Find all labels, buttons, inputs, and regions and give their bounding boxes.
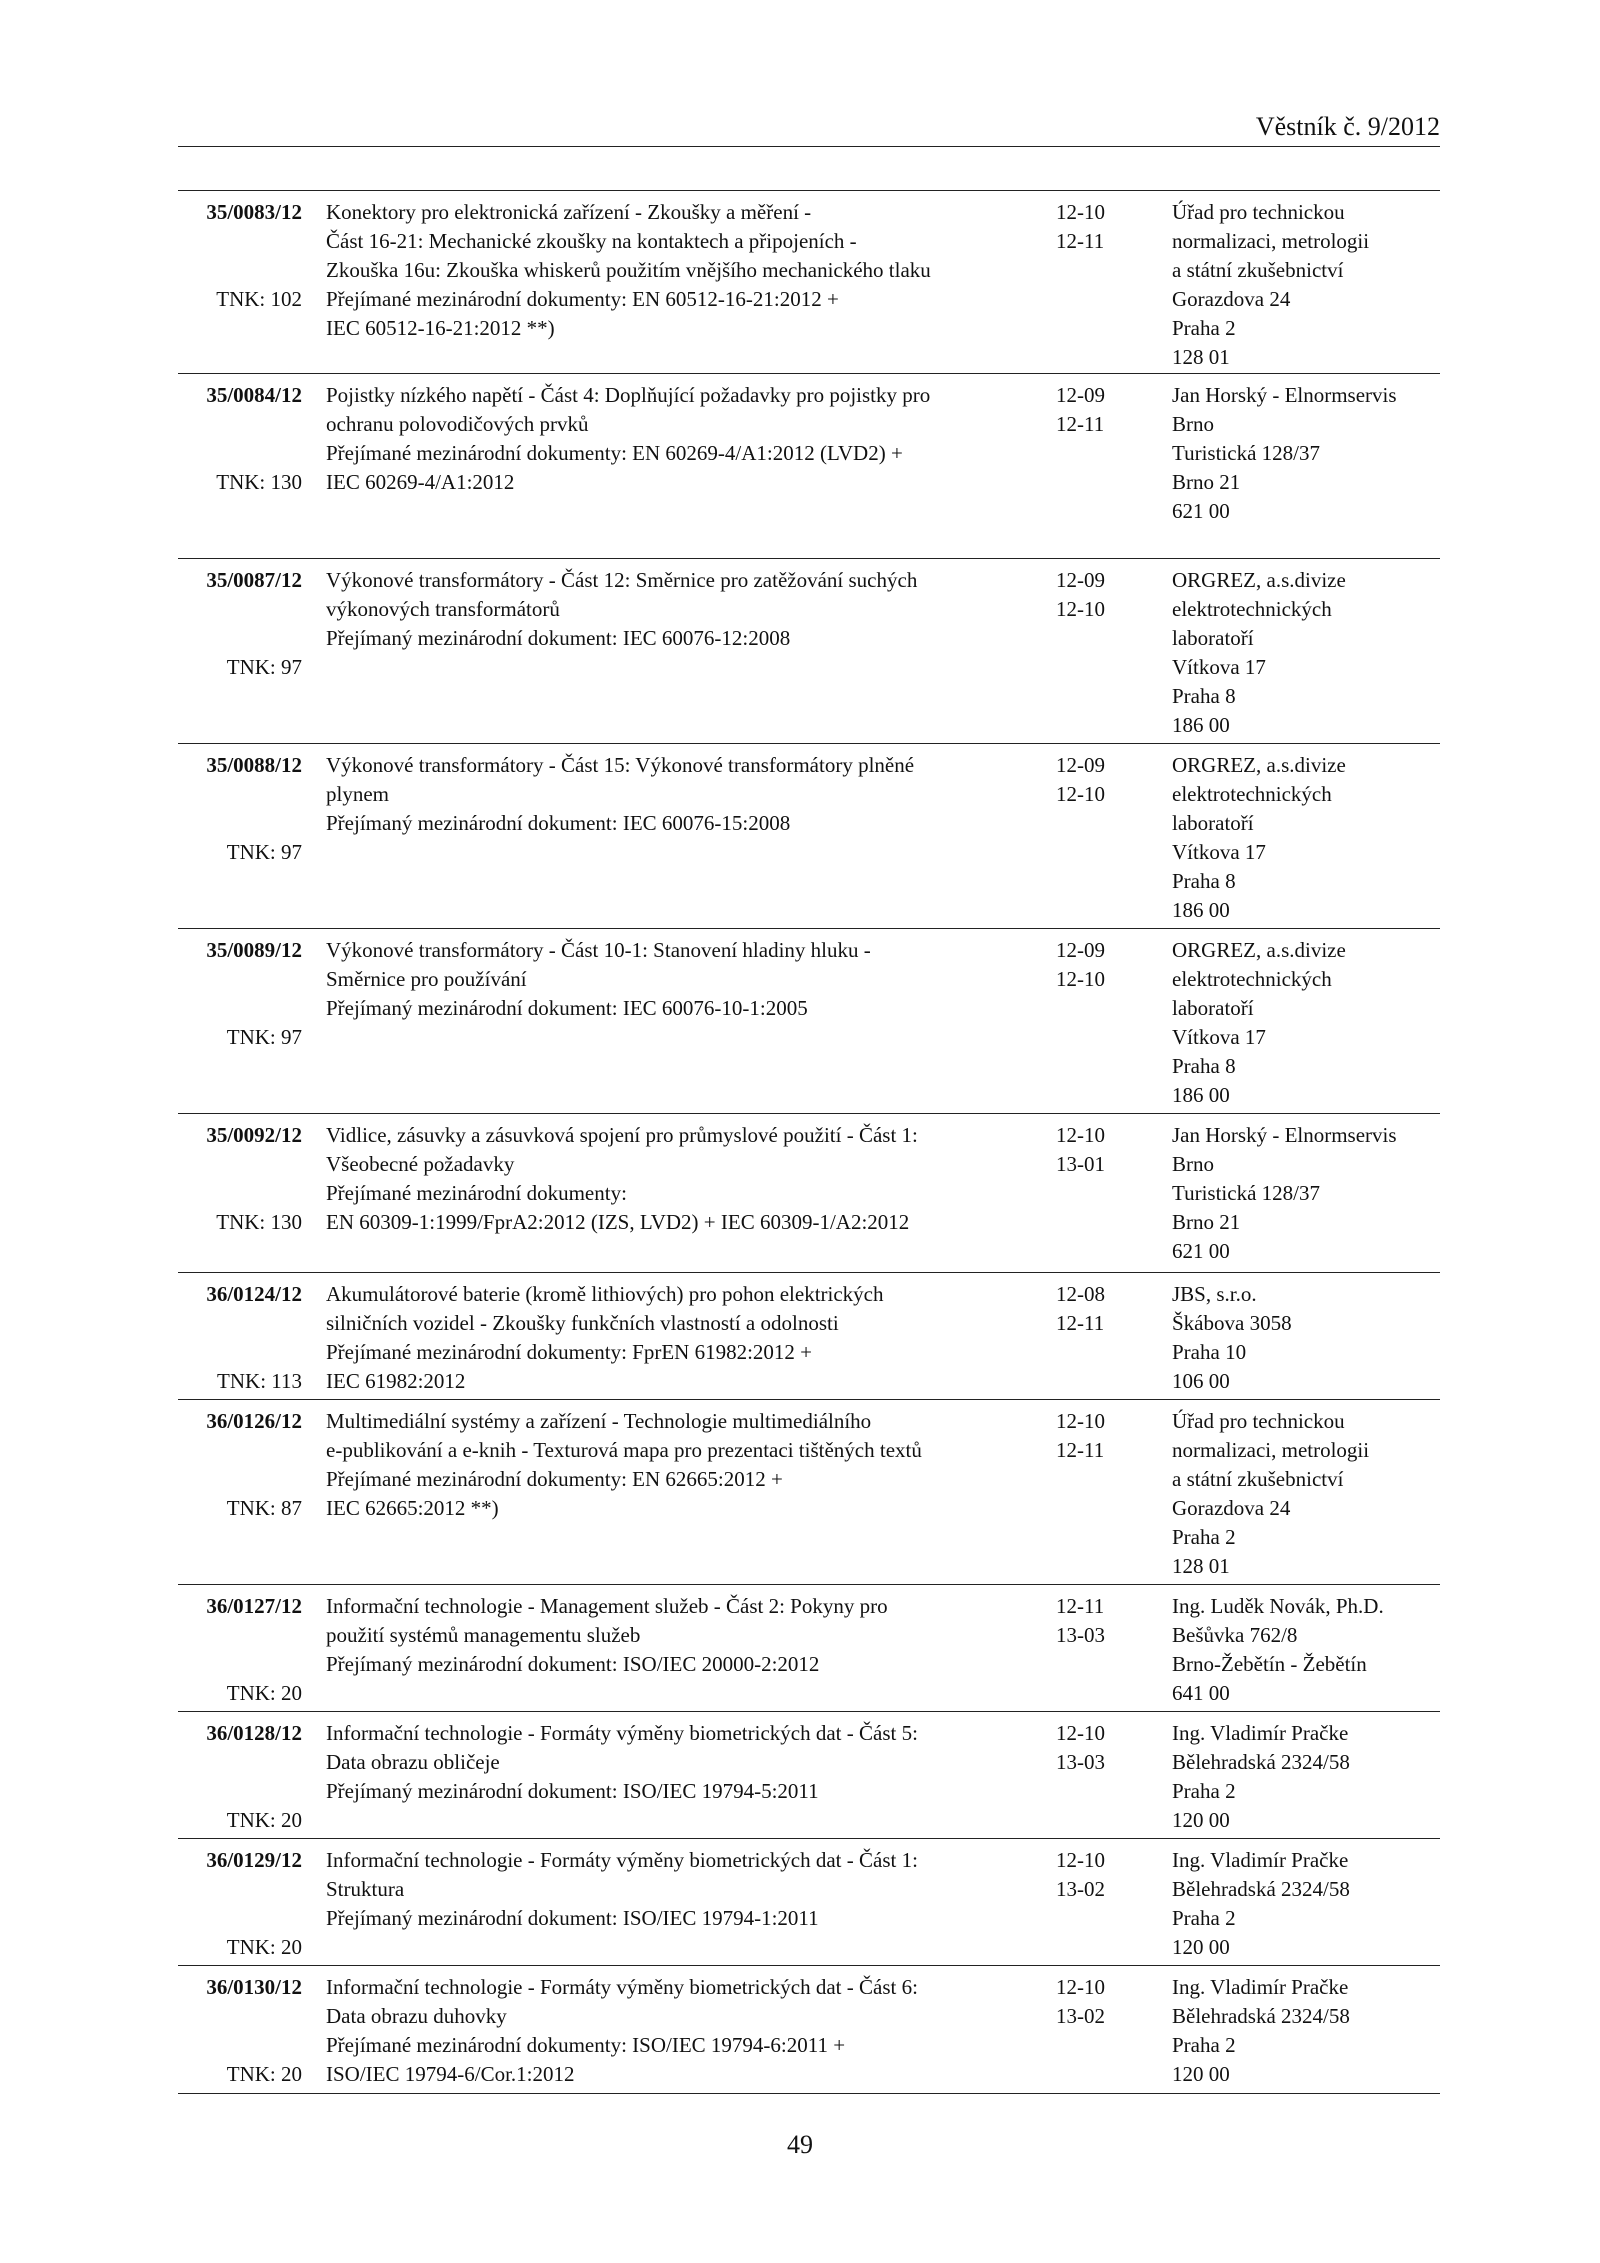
- description-line: Přejímané mezinárodní dokumenty:: [326, 1181, 627, 1205]
- date-line: 13-03: [1056, 1623, 1105, 1647]
- date-line: 12-09: [1056, 568, 1105, 592]
- processor-address: [1172, 1121, 1440, 1266]
- date-line: 12-10: [1056, 967, 1105, 991]
- date-line: 12-10: [1056, 1848, 1105, 1872]
- description-line: IEC 60269-4/A1:2012: [326, 470, 515, 494]
- processor-address: [1172, 1592, 1440, 1708]
- description-line: Informační technologie - Formáty výměny biometrických dat - Část 1:: [326, 1848, 918, 1872]
- description-line: Přejímané mezinárodní dokumenty: FprEN 61982:2012 +: [326, 1340, 813, 1364]
- address-line: Turistická 128/37: [1172, 1181, 1320, 1205]
- description-line: Akumulátorové baterie (kromě lithiových) pro pohon elektrických: [326, 1282, 884, 1306]
- description-line: ochranu polovodičových prvků: [326, 412, 589, 436]
- address-line: 128 01: [1172, 1554, 1230, 1578]
- address-line: laboratoří: [1172, 811, 1254, 835]
- description-line: Zkouška 16u: Zkouška whiskerů použitím vnějšího mechanického tlaku: [326, 258, 931, 282]
- address-line: Praha 8: [1172, 684, 1236, 708]
- address-line: elektrotechnických: [1172, 782, 1332, 806]
- table-row: [178, 1400, 1440, 1585]
- address-line: Ing. Luděk Novák, Ph.D.: [1172, 1594, 1384, 1618]
- date-line: 12-11: [1056, 229, 1105, 253]
- description-line: ISO/IEC 19794-6/Cor.1:2012: [326, 2062, 575, 2086]
- standard-code: 35/0089/12: [206, 938, 302, 962]
- address-line: 641 00: [1172, 1681, 1230, 1705]
- comment-dates: [1056, 381, 1126, 439]
- standard-code: 36/0126/12: [206, 1409, 302, 1433]
- standard-code: 36/0128/12: [206, 1721, 302, 1745]
- processor-address: [1172, 1846, 1440, 1962]
- description-line: použití systémů managementu služeb: [326, 1623, 641, 1647]
- date-line: 12-09: [1056, 938, 1105, 962]
- comment-dates: [1056, 751, 1126, 809]
- address-line: a státní zkušebnictví: [1172, 1467, 1344, 1491]
- address-line: ORGREZ, a.s.divize: [1172, 568, 1346, 592]
- address-line: laboratoří: [1172, 996, 1254, 1020]
- description-line: IEC 61982:2012: [326, 1369, 466, 1393]
- processor-address: [1172, 1719, 1440, 1835]
- address-line: ORGREZ, a.s.divize: [1172, 753, 1346, 777]
- description-line: Výkonové transformátory - Část 10-1: Stanovení hladiny hluku -: [326, 938, 871, 962]
- table-row: [178, 559, 1440, 744]
- description-line: Přejímaný mezinárodní dokument: ISO/IEC 19794-1:2011: [326, 1906, 819, 1930]
- tnk-number: TNK: 97: [226, 655, 302, 679]
- description-line: Přejímaný mezinárodní dokument: IEC 60076-15:2008: [326, 811, 791, 835]
- description-line: Směrnice pro používání: [326, 967, 527, 991]
- description-line: Multimediální systémy a zařízení - Technologie multimediálního: [326, 1409, 872, 1433]
- standard-description: [326, 1592, 906, 1679]
- date-line: 12-08: [1056, 1282, 1105, 1306]
- comment-dates: [1056, 1846, 1126, 1904]
- tnk-number: TNK: 97: [226, 840, 302, 864]
- standard-code: 35/0092/12: [206, 1123, 302, 1147]
- processor-address: [1172, 381, 1440, 526]
- address-line: 621 00: [1172, 1239, 1230, 1263]
- table-row: [178, 1273, 1440, 1400]
- date-line: 13-02: [1056, 1877, 1105, 1901]
- description-line: Přejímaný mezinárodní dokument: IEC 60076-10-1:2005: [326, 996, 808, 1020]
- date-line: 12-10: [1056, 782, 1105, 806]
- tnk-number: TNK: 87: [226, 1496, 302, 1520]
- address-line: Bešůvka 762/8: [1172, 1623, 1298, 1647]
- description-line: Struktura: [326, 1877, 405, 1901]
- description-line: Přejímané mezinárodní dokumenty: EN 60512-16-21:2012 +: [326, 287, 839, 311]
- address-line: Bělehradská 2324/58: [1172, 1877, 1350, 1901]
- date-line: 12-10: [1056, 597, 1105, 621]
- description-line: IEC 62665:2012 **): [326, 1496, 499, 1520]
- address-line: Brno: [1172, 1152, 1214, 1176]
- address-line: Gorazdova 24: [1172, 287, 1291, 311]
- address-line: 186 00: [1172, 713, 1230, 737]
- comment-dates: [1056, 936, 1126, 994]
- date-line: 13-01: [1056, 1152, 1105, 1176]
- tnk-number: TNK: 130: [216, 470, 302, 494]
- address-line: a státní zkušebnictví: [1172, 258, 1344, 282]
- address-line: JBS, s.r.o.: [1172, 1282, 1257, 1306]
- standard-description: [326, 1719, 918, 1806]
- address-line: Jan Horský - Elnormservis: [1172, 1123, 1397, 1147]
- address-line: normalizaci, metrologii: [1172, 229, 1370, 253]
- description-line: Výkonové transformátory - Část 15: Výkonové transformátory plněné: [326, 753, 915, 777]
- table-row: [178, 1966, 1440, 2094]
- standard-description: [326, 751, 915, 838]
- table-row: [178, 374, 1440, 559]
- date-line: 12-10: [1056, 1123, 1105, 1147]
- description-line: Přejímané mezinárodní dokumenty: ISO/IEC 19794-6:2011 +: [326, 2033, 846, 2057]
- journal-title: Věstník č. 9/2012: [1255, 112, 1440, 141]
- description-line: Část 16-21: Mechanické zkoušky na kontaktech a připojeních -: [326, 229, 857, 253]
- description-line: Přejímaný mezinárodní dokument: ISO/IEC 20000-2:2012: [326, 1652, 820, 1676]
- page-number: 49: [787, 2130, 813, 2159]
- tnk-number: TNK: 20: [226, 1808, 302, 1832]
- description-line: e-publikování a e-knih - Texturová mapa pro prezentaci tištěných textů: [326, 1438, 922, 1462]
- comment-dates: [1056, 1407, 1126, 1465]
- address-line: Škábova 3058: [1172, 1311, 1292, 1335]
- processor-address: [1172, 198, 1440, 372]
- table-row: [178, 1585, 1440, 1712]
- address-line: Vítkova 17: [1172, 840, 1266, 864]
- description-line: Výkonové transformátory - Část 12: Směrnice pro zatěžování suchých: [326, 568, 918, 592]
- address-line: Vítkova 17: [1172, 655, 1266, 679]
- address-line: Brno: [1172, 412, 1214, 436]
- description-line: Informační technologie - Formáty výměny biometrických dat - Část 5:: [326, 1721, 918, 1745]
- comment-dates: [1056, 198, 1126, 256]
- processor-address: [1172, 1407, 1440, 1581]
- comment-dates: [1056, 1973, 1126, 2031]
- description-line: Pojistky nízkého napětí - Část 4: Doplňující požadavky pro pojistky pro: [326, 383, 931, 407]
- tnk-number: TNK: 20: [226, 1681, 302, 1705]
- standard-code: 35/0084/12: [206, 383, 302, 407]
- date-line: 12-09: [1056, 383, 1105, 407]
- standard-description: [326, 936, 906, 1023]
- tnk-number: TNK: 113: [217, 1369, 302, 1393]
- table-row: [178, 744, 1440, 929]
- address-line: Praha 2: [1172, 2033, 1236, 2057]
- address-line: Praha 2: [1172, 316, 1236, 340]
- tnk-number: TNK: 102: [216, 287, 302, 311]
- address-line: Praha 2: [1172, 1779, 1236, 1803]
- standard-code: 36/0130/12: [206, 1975, 302, 1999]
- address-line: laboratoří: [1172, 626, 1254, 650]
- date-line: 12-11: [1056, 1311, 1105, 1335]
- table-row: [178, 1839, 1440, 1966]
- standard-description: [326, 381, 931, 497]
- address-line: Brno-Žebětín - Žebětín: [1172, 1652, 1367, 1676]
- date-line: 12-10: [1056, 200, 1105, 224]
- date-line: 12-11: [1056, 1438, 1105, 1462]
- comment-dates: [1056, 1592, 1126, 1650]
- date-line: 12-10: [1056, 1975, 1105, 1999]
- description-line: IEC 60512-16-21:2012 **): [326, 316, 555, 340]
- address-line: normalizaci, metrologii: [1172, 1438, 1370, 1462]
- comment-dates: [1056, 1719, 1126, 1777]
- description-line: Informační technologie - Formáty výměny biometrických dat - Část 6:: [326, 1975, 918, 1999]
- description-line: EN 60309-1:1999/FprA2:2012 (IZS, LVD2) + IEC 60309-1/A2:2012: [326, 1210, 910, 1234]
- address-line: Ing. Vladimír Pračke: [1172, 1975, 1349, 1999]
- table-row: [178, 191, 1440, 374]
- description-line: Informační technologie - Management služeb - Část 2: Pokyny pro: [326, 1594, 888, 1618]
- address-line: Gorazdova 24: [1172, 1496, 1291, 1520]
- address-line: Brno 21: [1172, 470, 1241, 494]
- address-line: 621 00: [1172, 499, 1230, 523]
- date-line: 12-10: [1056, 1409, 1105, 1433]
- description-line: Vidlice, zásuvky a zásuvková spojení pro průmyslové použití - Část 1:: [326, 1123, 918, 1147]
- standard-description: [326, 1973, 918, 2089]
- comment-dates: [1056, 1121, 1126, 1179]
- address-line: 120 00: [1172, 2062, 1230, 2086]
- tnk-number: TNK: 20: [226, 1935, 302, 1959]
- address-line: Praha 8: [1172, 1054, 1236, 1078]
- date-line: 13-03: [1056, 1750, 1105, 1774]
- address-line: Praha 10: [1172, 1340, 1247, 1364]
- address-line: Úřad pro technickou: [1172, 200, 1345, 224]
- table-row: [178, 1712, 1440, 1839]
- address-line: 120 00: [1172, 1935, 1230, 1959]
- address-line: 106 00: [1172, 1369, 1230, 1393]
- description-line: plynem: [326, 782, 389, 806]
- standard-description: [326, 1121, 918, 1237]
- standard-description: [326, 566, 918, 653]
- date-line: 12-11: [1056, 1594, 1105, 1618]
- address-line: Ing. Vladimír Pračke: [1172, 1848, 1349, 1872]
- date-line: 13-02: [1056, 2004, 1105, 2028]
- description-line: Data obrazu obličeje: [326, 1750, 500, 1774]
- address-line: 128 01: [1172, 345, 1230, 369]
- tnk-number: TNK: 20: [226, 2062, 302, 2086]
- comment-dates: [1056, 566, 1126, 624]
- address-line: 186 00: [1172, 1083, 1230, 1107]
- table-row: [178, 929, 1440, 1114]
- date-line: 12-09: [1056, 753, 1105, 777]
- processor-address: [1172, 936, 1440, 1110]
- description-line: Přejímaný mezinárodní dokument: IEC 60076-12:2008: [326, 626, 791, 650]
- address-line: Brno 21: [1172, 1210, 1241, 1234]
- address-line: Bělehradská 2324/58: [1172, 1750, 1350, 1774]
- address-line: Úřad pro technickou: [1172, 1409, 1345, 1433]
- description-line: Přejímané mezinárodní dokumenty: EN 62665:2012 +: [326, 1467, 783, 1491]
- address-line: Praha 2: [1172, 1525, 1236, 1549]
- processor-address: [1172, 1280, 1440, 1396]
- address-line: 120 00: [1172, 1808, 1230, 1832]
- address-line: ORGREZ, a.s.divize: [1172, 938, 1346, 962]
- processor-address: [1172, 566, 1440, 740]
- description-line: silničních vozidel - Zkoušky funkčních vlastností a odolnosti: [326, 1311, 839, 1335]
- standard-code: 35/0088/12: [206, 753, 302, 777]
- date-line: 12-11: [1056, 412, 1105, 436]
- processor-address: [1172, 751, 1440, 925]
- table-row: [178, 1114, 1440, 1273]
- page-header: [178, 106, 1440, 147]
- address-line: Ing. Vladimír Pračke: [1172, 1721, 1349, 1745]
- address-line: elektrotechnických: [1172, 597, 1332, 621]
- description-line: Konektory pro elektronická zařízení - Zkoušky a měření -: [326, 200, 812, 224]
- address-line: Turistická 128/37: [1172, 441, 1320, 465]
- address-line: Praha 8: [1172, 869, 1236, 893]
- standard-code: 36/0127/12: [206, 1594, 302, 1618]
- standard-description: [326, 1407, 922, 1523]
- standard-code: 35/0087/12: [206, 568, 302, 592]
- description-line: Přejímané mezinárodní dokumenty: EN 60269-4/A1:2012 (LVD2) +: [326, 441, 903, 465]
- address-line: Bělehradská 2324/58: [1172, 2004, 1350, 2028]
- description-line: výkonových transformátorů: [326, 597, 560, 621]
- description-line: Všeobecné požadavky: [326, 1152, 515, 1176]
- address-line: Vítkova 17: [1172, 1025, 1266, 1049]
- address-line: Jan Horský - Elnormservis: [1172, 383, 1397, 407]
- standard-code: 36/0124/12: [206, 1282, 302, 1306]
- comment-dates: [1056, 1280, 1126, 1338]
- standard-description: [326, 1846, 918, 1933]
- standards-table: [178, 191, 1440, 2094]
- description-line: Data obrazu duhovky: [326, 2004, 507, 2028]
- address-line: Praha 2: [1172, 1906, 1236, 1930]
- tnk-number: TNK: 130: [216, 1210, 302, 1234]
- description-line: Přejímaný mezinárodní dokument: ISO/IEC 19794-5:2011: [326, 1779, 819, 1803]
- address-line: 186 00: [1172, 898, 1230, 922]
- processor-address: [1172, 1973, 1440, 2089]
- standard-code: 35/0083/12: [206, 200, 302, 224]
- date-line: 12-10: [1056, 1721, 1105, 1745]
- standard-description: [326, 1280, 906, 1396]
- tnk-number: TNK: 97: [226, 1025, 302, 1049]
- standard-code: 36/0129/12: [206, 1848, 302, 1872]
- address-line: elektrotechnických: [1172, 967, 1332, 991]
- standard-description: [326, 198, 931, 343]
